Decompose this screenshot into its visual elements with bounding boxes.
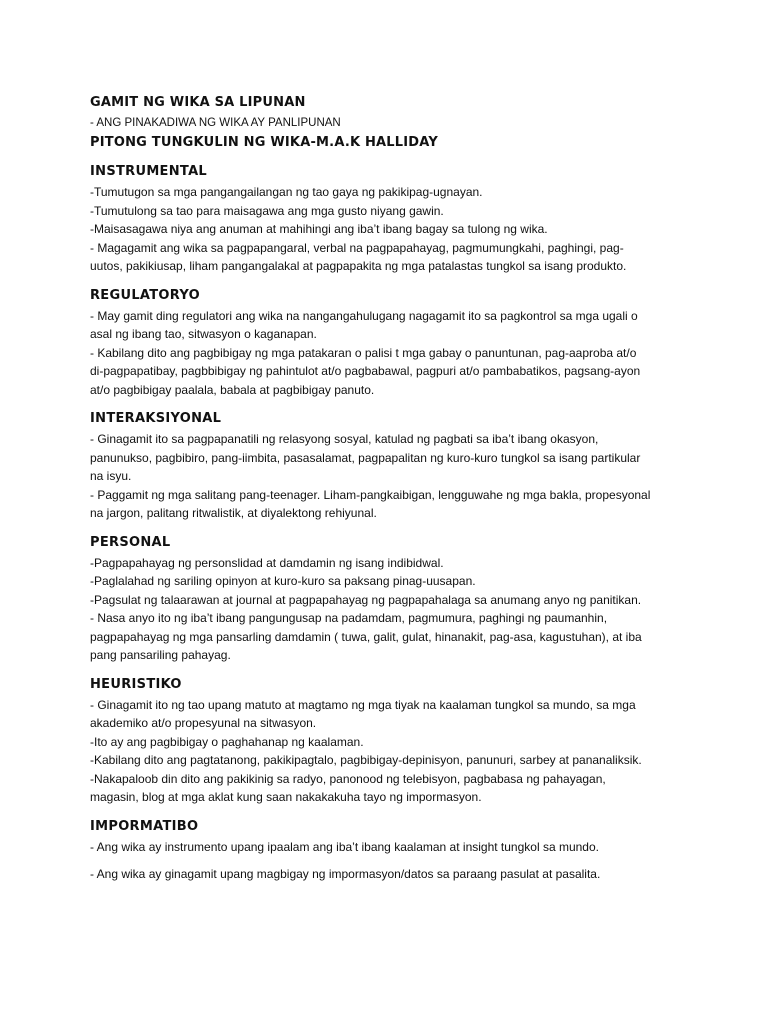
section-interaksiyonal bbox=[90, 410, 680, 523]
paragraph-line: - Ginagamit ito ng tao upang matuto at magtamo ng mga tiyak na kaalaman tungkol sa mundo, sa mga bbox=[90, 697, 636, 712]
paragraph-line: magasin, blog at mga aklat kung saan nakakakuha tayo ng impormasyon. bbox=[90, 790, 482, 804]
paragraph-line: -Nakapaloob din dito ang pakikinig sa radyo, panonood ng telebisyon, pagbabasa ng pahayagan, bbox=[90, 771, 606, 786]
paragraph-line: at/o pagbibigay paalala, babala at pagbibigay panuto. bbox=[90, 382, 375, 397]
section-title: INTERAKSIYONAL bbox=[90, 411, 222, 426]
paragraph-line: -Pagsulat ng talaarawan at journal at pagpapahayag ng pagpapahalaga sa anumang anyo ng panitikan. bbox=[90, 592, 642, 607]
section-personal bbox=[90, 534, 680, 665]
paragraph-line: -Maisasagawa niya ang anuman at mahihingi ang iba’t ibang bagay sa tulong ng wika. bbox=[90, 222, 548, 236]
paragraph-line: - Kabilang dito ang pagbibigay ng mga patakaran o palisi t mga gabay o panuntunan, pag-aaproba at/o bbox=[90, 345, 637, 360]
section-title: HEURISTIKO bbox=[90, 676, 182, 692]
section-regulatoryo bbox=[90, 287, 680, 400]
paragraph-line: -Pagpapahayag ng personslidad at damdamin ng isang indibidwal. bbox=[90, 555, 444, 570]
paragraph-line: - Nasa anyo ito ng iba’t ibang pangungusap na padamdam, pagmumura, paghingi ng paumanhin, bbox=[90, 611, 608, 625]
paragraph-line: pagpapahayag ng mga pansarling damdamin ( tuwa, galit, gulat, hinanakit, pag-asa, kagustuhan), at iba bbox=[90, 629, 642, 644]
section-title: REGULATORYO bbox=[90, 287, 200, 303]
paragraph-line: panunukso, pagbibiro, pang-iimbita, pasasalamat, pagpapalitan ng kuro-kuro tungkol sa isang partikular bbox=[90, 450, 641, 465]
paragraph-line: - Paggamit ng mga salitang pang-teenager. Liham-pangkaibigan, lengguwahe ng mga bakla, propesyonal bbox=[90, 487, 651, 502]
paragraph-line: -Paglalahad ng sariling opinyon at kuro-kuro sa paksang pinag-uusapan. bbox=[90, 574, 476, 588]
document-title: GAMIT NG WIKA SA LIPUNAN bbox=[90, 95, 306, 110]
functions-heading: PITONG TUNGKULIN NG WIKA-M.A.K HALLIDAY bbox=[90, 135, 438, 150]
section-title: INSTRUMENTAL bbox=[90, 164, 208, 179]
paragraph-line: na jargon, palitang ritwalistik, at diyalektong rehiyunal. bbox=[90, 506, 377, 520]
paragraph-line: pang pansariling pahayag. bbox=[90, 648, 231, 662]
paragraph-line: -Ito ay ang pagbibigay o paghahanap ng kaalaman. bbox=[90, 734, 364, 749]
paragraph-line: - Magagamit ang wika sa pagpapangaral, verbal na pagpapahayag, pagmumungkahi, paghingi, pag- bbox=[90, 240, 624, 255]
paragraph-line: -Tumutugon sa mga pangangailangan ng tao gaya ng pakikipag-ugnayan. bbox=[90, 185, 483, 199]
document-subtitle: - ANG PINAKADIWA NG WIKA AY PANLIPUNAN bbox=[90, 117, 341, 129]
section-impormatibo bbox=[90, 818, 680, 884]
paragraph-line: na isyu. bbox=[90, 469, 132, 483]
paragraph-line: asal ng ibang tao, sitwasyon o kaganapan. bbox=[90, 327, 317, 341]
section-title: IMPORMATIBO bbox=[90, 818, 199, 834]
paragraph-line: -Tumutulong sa tao para maisagawa ang mga gusto niyang gawin. bbox=[90, 203, 444, 218]
paragraph-line: di-pagpapatibay, pagbbibigay ng pahintulot at/o pagbabawal, pagpuri at/o pambabatikos, pagsang-ayon bbox=[90, 364, 641, 378]
section-title: PERSONAL bbox=[90, 534, 171, 550]
section-instrumental bbox=[90, 163, 680, 276]
section-heuristiko bbox=[90, 676, 680, 807]
paragraph-line: akademiko at/o propesyunal na sitwasyon. bbox=[90, 716, 317, 730]
paragraph-line: -Kabilang dito ang pagtatanong, pakikipagtalo, pagbibigay-depinisyon, panunuri, sarbey at pananaliksik. bbox=[90, 753, 642, 767]
paragraph-line: - May gamit ding regulatori ang wika na nangangahulugang nagagamit ito sa pagkontrol sa mga ugali o bbox=[90, 308, 638, 323]
paragraph-line: uutos, pakikiusap, liham pangangalakal at pagpapakita ng mga patalastas tungkol sa isang produkto. bbox=[90, 259, 627, 273]
paragraph-line: - Ang wika ay instrumento upang ipaalam ang iba’t ibang kaalaman at insight tungkol sa mundo. bbox=[90, 839, 599, 854]
paragraph-line: - Ginagamit ito sa pagpapanatili ng relasyong sosyal, katulad ng pagbati sa iba’t ibang okasyon, bbox=[90, 432, 599, 446]
document-page bbox=[90, 94, 680, 884]
paragraph-line: - Ang wika ay ginagamit upang magbigay ng impormasyon/datos sa paraang pasulat at pasalita. bbox=[90, 867, 601, 881]
